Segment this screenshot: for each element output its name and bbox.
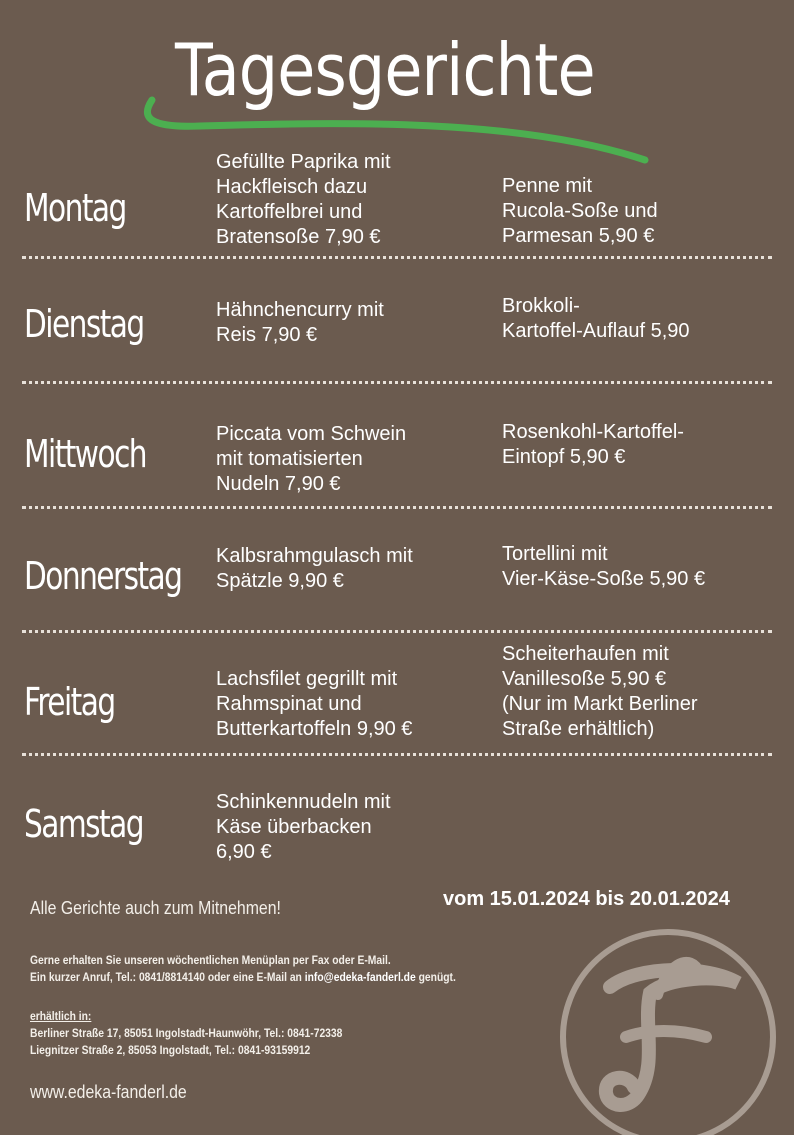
dotted-separator [22, 506, 772, 509]
page-title: Tagesgerichte [175, 28, 595, 112]
day-label: Samstag [24, 802, 143, 846]
dish-main: Piccata vom Schwein mit tomatisierten Nudeln 7,90 € [216, 423, 407, 495]
dish-main: Kalbsrahmgulasch mit Spätzle 9,90 € [216, 545, 413, 592]
store-locations: erhältlich in: Berliner Straße 17, 85051 Ingolstadt-Haunwöhr, Tel.: 0841-72338 Liegnitzer Straße 2, 85053 Ingolstadt, Tel.: 0841-93159912 [30, 1009, 343, 1057]
dish-vegetarian: Penne mit Rucola-Soße und Parmesan 5,90 € [502, 175, 658, 247]
dish-main: Gefüllte Paprika mit Hackfleisch dazu Kartoffelbrei und Bratensoße 7,90 € [216, 151, 391, 248]
dish-main: Lachsfilet gegrillt mit Rahmspinat und Butterkartoffeln 9,90 € [216, 668, 413, 740]
day-label: Freitag [24, 680, 115, 724]
dish-vegetarian: Rosenkohl-Kartoffel- Eintopf 5,90 € [502, 421, 684, 468]
fanderl-logo-icon [548, 925, 778, 1135]
dotted-separator [22, 630, 772, 633]
date-range: vom 15.01.2024 bis 20.01.2024 [443, 888, 730, 910]
day-label: Mittwoch [24, 432, 147, 476]
dotted-separator [22, 381, 772, 384]
day-label: Donnerstag [24, 554, 182, 598]
dish-vegetarian: Brokkoli- Kartoffel-Auflauf 5,90 [502, 295, 690, 342]
dish-main: Hähnchencurry mit Reis 7,90 € [216, 299, 384, 346]
dotted-separator [22, 256, 772, 259]
dotted-separator [22, 753, 772, 756]
dish-main: Schinkennudeln mit Käse überbacken 6,90 € [216, 791, 391, 863]
dish-vegetarian: Tortellini mit Vier-Käse-Soße 5,90 € [502, 543, 706, 590]
dish-vegetarian: Scheiterhaufen mit Vanillesoße 5,90 € (Nur im Markt Berliner Straße erhältlich) [502, 643, 698, 740]
day-label: Dienstag [24, 302, 144, 346]
day-label: Montag [24, 186, 126, 230]
contact-info: Gerne erhalten Sie unseren wöchentlichen Menüplan per Fax oder E-Mail. Ein kurzer Anruf, Tel.: 0841/8814140 oder eine E-Mail an info@edeka-fanderl.de genügt. [30, 953, 456, 984]
website-link[interactable]: www.edeka-fanderl.de [30, 1082, 187, 1102]
takeaway-note: Alle Gerichte auch zum Mitnehmen! [30, 898, 281, 918]
email-link[interactable]: info@edeka-fanderl.de [304, 970, 416, 984]
